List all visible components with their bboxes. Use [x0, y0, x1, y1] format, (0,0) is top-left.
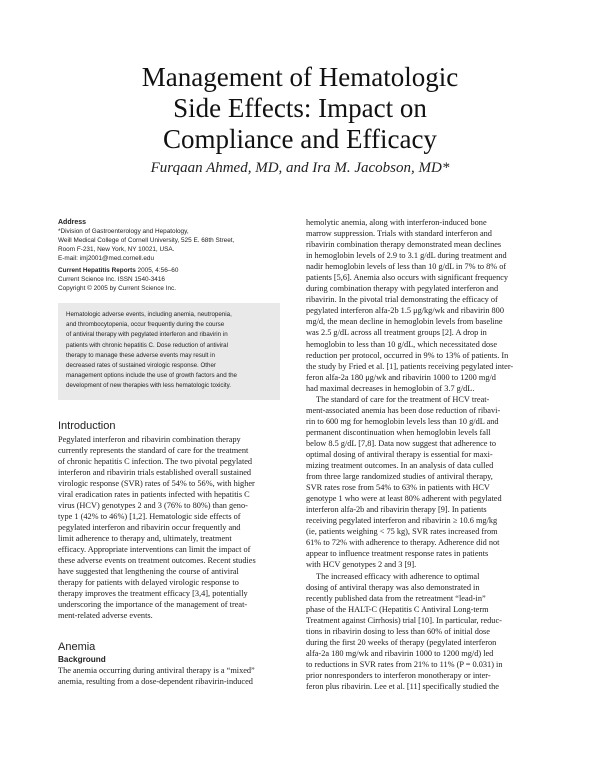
address-block — [58, 218, 280, 293]
text-line: of chronic hepatitis C infection. The two pivotal pegylated — [58, 456, 253, 466]
text-line: was 2.5 g/dL across all treatment groups [2]. A drop in — [306, 328, 487, 338]
text-line: the study by Fried et al. [1], patients receiving pegylated inter- — [306, 361, 514, 371]
title-line: Side Effects: Impact on — [173, 93, 427, 123]
abstract-line: decreased rates of sustained virologic response. Other — [66, 362, 216, 370]
text-line: prior nonresponders to interferon monotherapy or inter- — [306, 670, 491, 680]
text-line: 61% to 72% with adherence to therapy. Adherence did not — [306, 538, 500, 548]
text-line: ribavirin. In the pivotal trial demonstrating the efficacy of — [306, 295, 498, 305]
left-column — [58, 218, 280, 688]
text-line: Pegylated interferon and ribavirin combination therapy — [58, 434, 241, 444]
text-line: hemolytic anemia, along with interferon-induced bone — [306, 218, 487, 227]
journal-label: Current Hepatitis Reports — [58, 267, 136, 274]
text-line: permanent discontinuation when hemoglobin levels fall — [306, 427, 491, 437]
text-line: reduction per protocol, occurred in 9% to 13% of patients. In — [306, 350, 509, 360]
title-line: Compliance and Efficacy — [163, 124, 437, 154]
title-line: Management of Hematologic — [141, 62, 459, 92]
text-line: hemoglobin to less than 10 g/dL, which necessitated dose — [306, 339, 498, 349]
text-line: nadir hemoglobin levels of less than 10 g/dL in 7% to 8% of — [306, 262, 507, 272]
text-line: limit adherence to therapy and, ultimately, treatment — [58, 534, 232, 544]
abstract-line: therapy to manage these adverse events may result in — [66, 351, 215, 359]
abstract-line: of antiviral therapy with pegylated interferon and ribavirin in — [66, 331, 228, 339]
text-line: receiving pegylated interferon and ribavirin ≥ 10.6 mg/kg — [306, 516, 498, 526]
text-line: SVR rates rose from 54% to 63% in patients with HCV — [306, 483, 490, 493]
text-line: these adverse events on treatment outcomes. Recent studies — [58, 556, 256, 566]
text-line: alfa-2a 180 mg/wk and ribavirin 1000 to 1200 mg/d) led — [306, 648, 494, 658]
text-line: interferon and ribavirin trials established overall sustained — [58, 467, 252, 477]
text-line: rin to 600 mg for hemoglobin levels less than 10 g/dL and — [306, 416, 499, 426]
text-line: virus (HCV) genotypes 2 and 3 (76% to 80%) than geno- — [58, 500, 248, 510]
text-line: type 1 (42% to 46%) [1,2]. Hematologic side effects of — [58, 511, 241, 521]
text-line: pegylated interferon and ribavirin occur frequently and — [58, 523, 241, 532]
body-paragraph — [306, 394, 543, 571]
introduction-heading: Introduction — [58, 419, 116, 432]
text-line: viral eradication rates in patients infected with hepatitis C — [58, 489, 250, 499]
author-line: Furqaan Ahmed, MD, and Ira M. Jacobson, MD* — [150, 160, 450, 176]
text-line: underscoring the importance of the management of treat- — [58, 600, 248, 610]
text-line: feron alfa-2a 180 μg/wk and ribavirin 1000 to 1200 mg/d — [306, 372, 496, 382]
journal-citation — [58, 266, 280, 275]
address-line: *Division of Gastroenterology and Hepatology, — [58, 228, 189, 235]
text-line: recently published data from the retreatment “lead-in” — [306, 593, 486, 603]
text-line: had maximal decreases in hemoglobin of 3.7 g/dL. — [306, 383, 475, 393]
text-line: during the first 20 weeks of therapy (pegylated interferon — [306, 637, 497, 647]
text-line: phase of the HALT-C (Hepatitis C Antiviral Long-term — [306, 604, 489, 614]
text-line: with HCV genotypes 2 and 3 [9]. — [306, 560, 417, 570]
address-label: Address — [58, 219, 87, 226]
text-line: pegylated interferon alfa-2b 1.5 μg/kg/wk and ribavirin 800 — [306, 306, 504, 316]
anemia-heading: Anemia — [58, 641, 96, 654]
text-line: Treatment against Cirrhosis) trial [10]. In particular, reduc- — [306, 615, 502, 625]
text-line: from three large randomized studies of antiviral therapy, — [306, 472, 493, 482]
body-paragraph — [306, 571, 543, 693]
text-line: during combination therapy with pegylated interferon and — [306, 284, 499, 294]
abstract-box — [58, 303, 280, 400]
text-line: The standard of care for the treatment of HCV treat- — [316, 394, 490, 404]
address-line: Weill Medical College of Cornell University, 525 E. 68th Street, — [58, 237, 235, 244]
text-line: to reductions in SVR rates from 21% to 11% (P = 0.031) in — [306, 659, 503, 669]
text-line: The anemia occurring during antiviral therapy is a “mixed” — [58, 666, 255, 676]
text-line: tions in ribavirin dosing to less than 60% of initial dose — [306, 626, 490, 636]
text-line: efficacy. Appropriate interventions can limit the impact of — [58, 545, 251, 555]
text-line: (ie, patients weighing < 75 kg), SVR rates increased from — [306, 527, 498, 537]
text-line: ribavirin combination therapy demonstrated mean declines — [306, 240, 502, 250]
text-line: therapy improves the treatment efficacy [3,4], potentially — [58, 589, 248, 599]
email-line: E-mail: imj2001@med.cornell.edu — [58, 255, 154, 262]
abstract-line: development of new therapies with less hematologic toxicity. — [66, 382, 231, 390]
text-line: optimal dosing of antiviral therapy is essential for maxi- — [306, 449, 493, 459]
text-line: ment-related adverse events. — [58, 611, 153, 621]
text-line: genotype 1 who were at least 80% adherent with pegylated — [306, 494, 502, 504]
text-line: mizing treatment outcomes. In an analysis of data culled — [306, 461, 494, 471]
text-line: feron plus ribavirin. Lee et al. [11] specifically studied the — [306, 681, 499, 691]
issn-line: Current Science Inc. ISSN 1540-3416 — [58, 276, 165, 283]
address-line: Room F-231, New York, NY 10021, USA. — [58, 246, 175, 253]
text-line: dosing of antiviral therapy was also demonstrated in — [306, 582, 480, 592]
text-line: below 8.5 g/dL [7,8]. Data now suggest that adherence to — [306, 438, 497, 448]
text-line: currently represents the standard of care for the treatment — [58, 445, 249, 455]
copyright-line: Copyright © 2005 by Current Science Inc. — [58, 285, 177, 292]
body-paragraph — [306, 217, 543, 394]
introduction-text — [58, 434, 280, 622]
anemia-text — [58, 665, 280, 687]
abstract-line: and thrombocytopenia, occur frequently during the course — [66, 321, 225, 329]
text-line: marrow suppression. Trials with standard interferon and — [306, 229, 492, 239]
right-column — [306, 217, 543, 692]
text-line: anemia, resulting from a dose-dependent ribavirin-induced — [58, 677, 253, 687]
text-line: ment-associated anemia has been dose reduction of ribavi- — [306, 405, 501, 415]
text-line: patients [5,6]. Anemia also occurs with significant frequency — [306, 273, 509, 283]
text-line: The increased efficacy with adherence to optimal — [316, 571, 480, 581]
abstract-line: Hematologic adverse events, including anemia, neutropenia, — [66, 311, 232, 318]
journal-volume: 2005, 4:56–60 — [135, 267, 179, 274]
text-line: have suggested that lengthening the course of antiviral — [58, 567, 239, 577]
text-line: therapy for patients with delayed virologic response to — [58, 578, 239, 588]
text-line: interferon alfa-2b and ribavirin therapy [9]. In patients — [306, 505, 487, 515]
text-line: in hemoglobin levels of 2.9 to 3.1 g/dL during treatment and — [306, 251, 507, 261]
article-title — [60, 62, 540, 155]
text-line: virologic response (SVR) rates of 54% to 56%, with higher — [58, 478, 255, 488]
text-line: appear to influence treatment response rates in patients — [306, 549, 489, 559]
abstract-line: patients with chronic hepatitis C. Dose reduction of antiviral — [66, 341, 228, 349]
background-subheading: Background — [58, 655, 106, 665]
abstract-line: management options include the use of growth factors and the — [66, 372, 237, 380]
text-line: mg/d, the mean decline in hemoglobin levels from baseline — [306, 317, 503, 327]
